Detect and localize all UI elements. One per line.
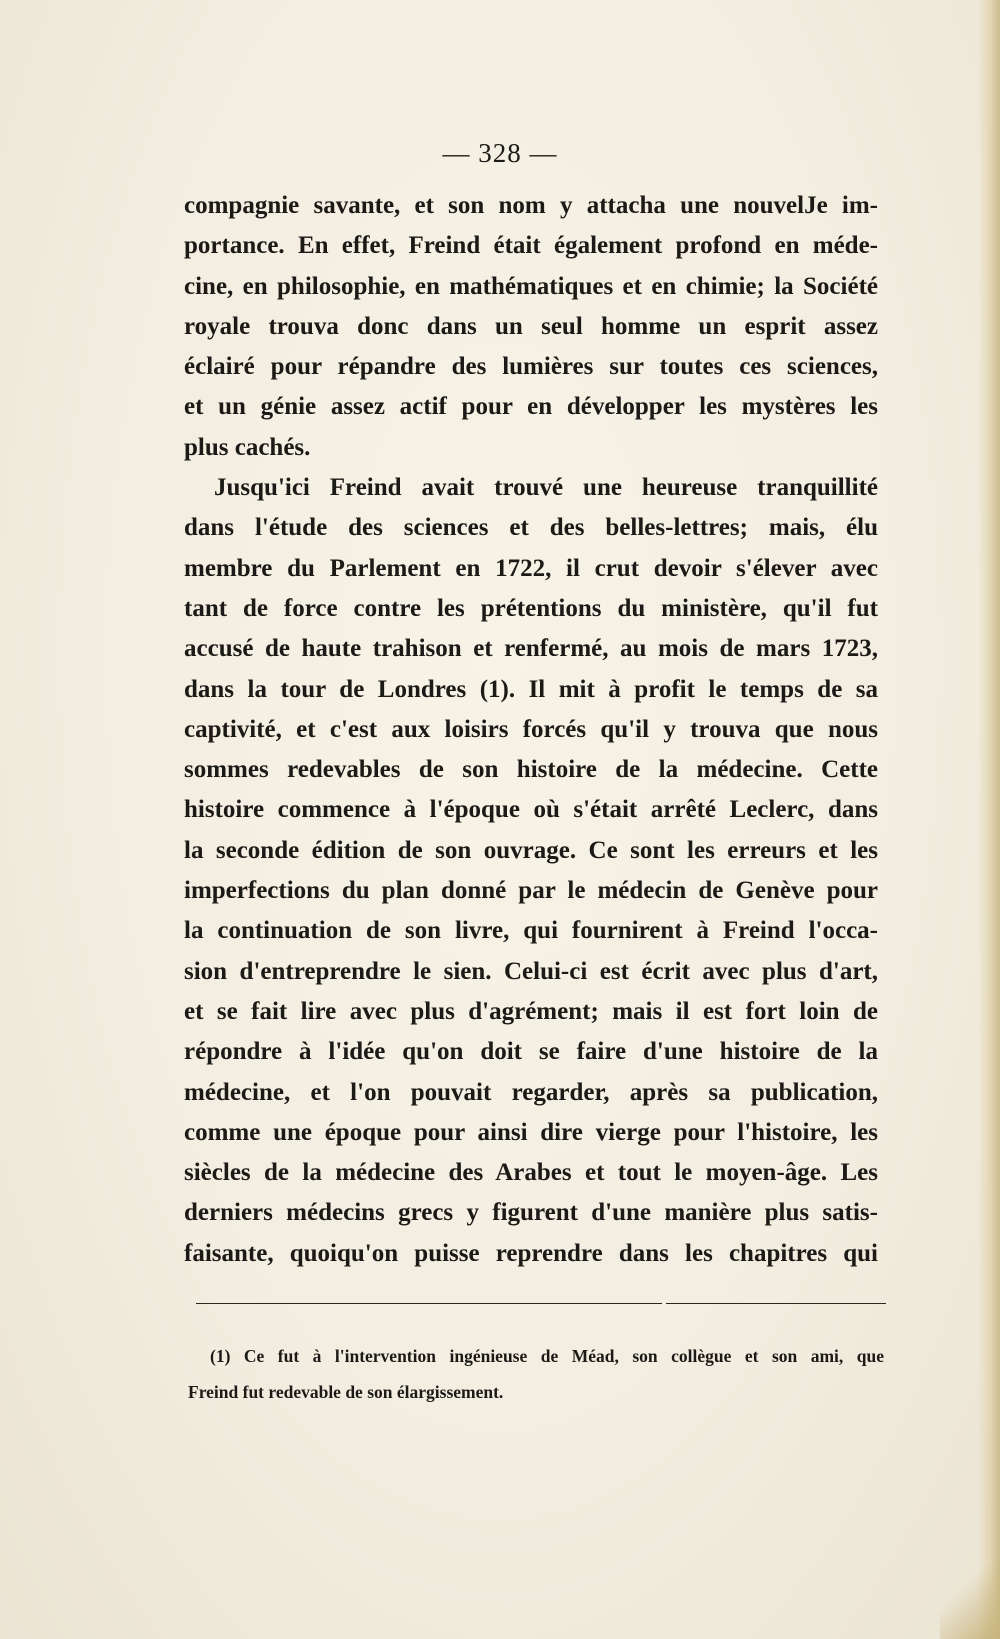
body-line: siècles de la médecine des Arabes et tout le moyen-âge. Les — [184, 1159, 878, 1187]
body-line: histoire commence à l'époque où s'était arrêté Leclerc, dans — [184, 796, 878, 824]
body-line: derniers médecins grecs y figurent d'une manière plus satis- — [184, 1199, 878, 1227]
body-line: plus cachés. — [184, 433, 311, 461]
body-line: royale trouva donc dans un seul homme un esprit assez — [184, 312, 878, 340]
footnote-line: Freind fut redevable de son élargissement. — [188, 1382, 504, 1402]
body-line: dans l'étude des sciences et des belles-lettres; mais, élu — [184, 514, 878, 542]
body-line: imperfections du plan donné par le médecin de Genève pour — [184, 877, 878, 905]
body-line: compagnie savante, et son nom y attacha une nouvelJe im- — [184, 192, 878, 219]
body-line: éclairé pour répandre des lumières sur toutes ces sciences, — [184, 353, 878, 381]
body-line: comme une époque pour ainsi dire vierge pour l'histoire, les — [184, 1118, 878, 1146]
body-line: dans la tour de Londres (1). Il mit à profit le temps de sa — [184, 675, 878, 703]
footnote-separator-rule-right — [666, 1303, 886, 1304]
body-line: cine, en philosophie, en mathématiques et en chimie; la Société — [184, 272, 878, 300]
page-edge-shadow — [978, 0, 1000, 1639]
body-line: répondre à l'idée qu'on doit se faire d'une histoire de la — [184, 1038, 878, 1066]
body-line: la continuation de son livre, qui fournirent à Freind l'occa- — [184, 917, 878, 945]
body-line: faisante, quoiqu'on puisse reprendre dans les chapitres qui — [184, 1239, 878, 1267]
body-line: tant de force contre les prétentions du ministère, qu'il fut — [184, 594, 878, 622]
body-line: la seconde édition de son ouvrage. Ce sont les erreurs et les — [184, 836, 878, 864]
body-text — [184, 186, 878, 1274]
body-line: sion d'entreprendre le sien. Celui-ci est écrit avec plus d'art, — [184, 957, 878, 985]
page-corner-stain — [940, 1549, 1000, 1639]
footnote-separator-rule — [196, 1303, 662, 1304]
body-line: et un génie assez actif pour en développer les mystères les — [184, 393, 878, 421]
body-line: Jusqu'ici Freind avait trouvé une heureuse tranquillité — [214, 474, 878, 502]
body-line: sommes redevables de son histoire de la médecine. Cette — [184, 756, 878, 784]
body-line: et se fait lire avec plus d'agrément; mais il est fort loin de — [184, 997, 878, 1025]
body-line: portance. En effet, Freind était également profond en méde- — [184, 232, 878, 260]
body-line: captivité, et c'est aux loisirs forcés qu'il y trouva que nous — [184, 715, 878, 743]
body-line: médecine, et l'on pouvait regarder, après sa publication, — [184, 1078, 878, 1106]
footnote — [188, 1338, 884, 1410]
footnote-line: (1) Ce fut à l'intervention ingénieuse de Méad, son collègue et son ami, que — [210, 1346, 884, 1366]
body-line: membre du Parlement en 1722, il crut devoir s'élever avec — [184, 554, 878, 582]
body-line: accusé de haute trahison et renfermé, au mois de mars 1723, — [184, 635, 878, 663]
page-number-header: — 328 — — [442, 138, 558, 168]
